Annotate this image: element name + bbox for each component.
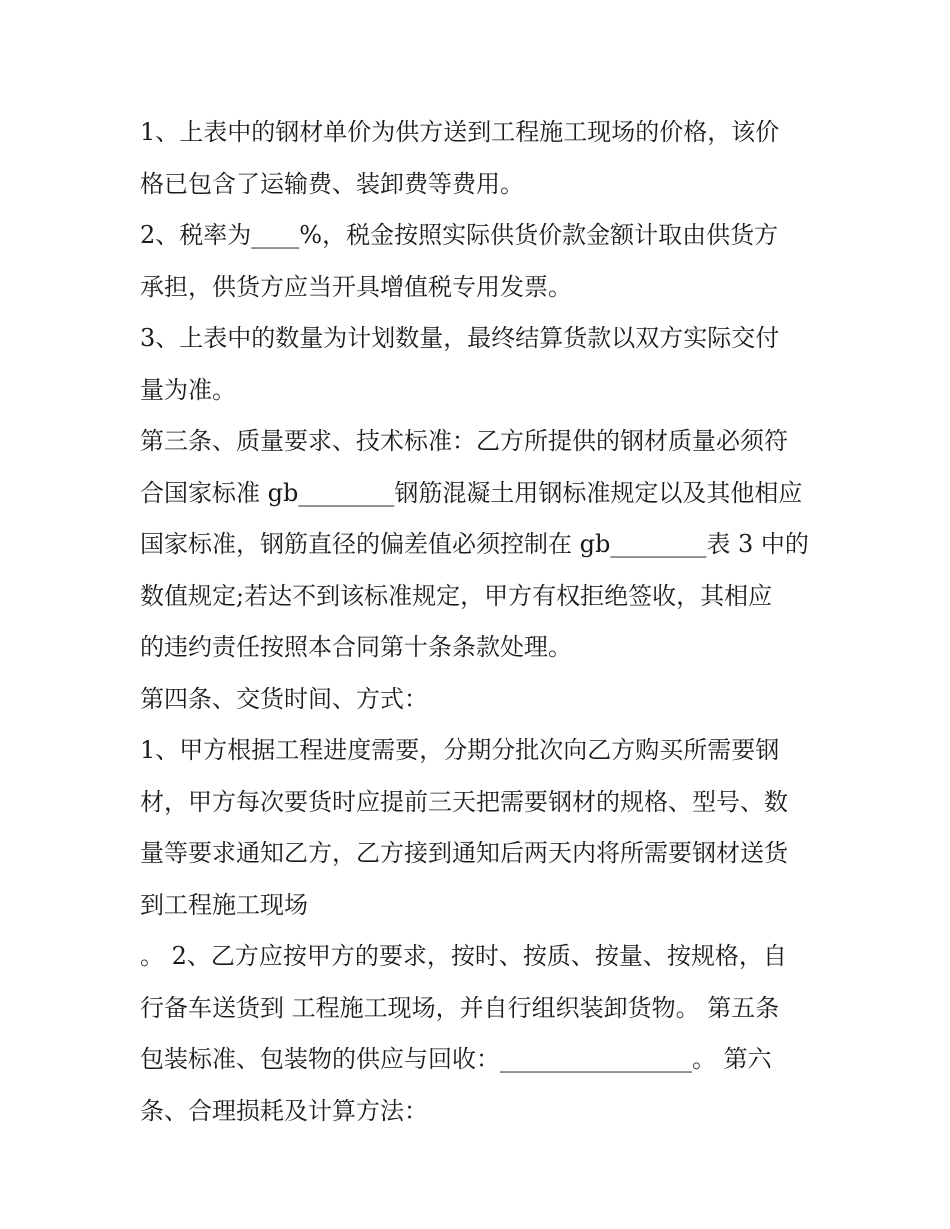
text-line: 的违约责任按照本合同第十条条款处理。	[140, 633, 572, 661]
text-line: 行备车送货到 工程施工现场，并自行组织装卸货物。 第五条	[140, 993, 780, 1022]
text-line: 国家标准，钢筋直径的偏差值必须控制在 gb________表 3 中的	[140, 530, 809, 558]
text-line: 3、上表中的数量为计划数量，最终结算货款以双方实际交付	[140, 324, 780, 352]
text-line: 格已包含了运输费、装卸费等费用。	[140, 169, 524, 198]
text-line: 到工程施工现场	[140, 890, 308, 919]
text-line: 第四条、交货时间、方式：	[140, 684, 428, 713]
text-line: 1、甲方根据工程进度需要，分期分批次向乙方购买所需要钢	[140, 736, 780, 764]
text-line: 量等要求通知乙方，乙方接到通知后两天内将所需要钢材送货	[140, 839, 788, 867]
text-line: 1、上表中的钢材单价为供方送到工程施工现场的价格，该价	[140, 118, 780, 146]
text-line: 。 2、乙方应按甲方的要求，按时、按质、按量、按规格，自	[140, 942, 787, 970]
text-line: 包装标准、包装物的供应与回收：________________。 第六	[140, 1045, 772, 1073]
text-line: 第三条、质量要求、技术标准：乙方所提供的钢材质量必须符	[140, 427, 788, 455]
text-line: 材，甲方每次要货时应提前三天把需要钢材的规格、型号、数	[140, 787, 788, 816]
text-line: 量为准。	[140, 375, 236, 404]
text-line: 数值规定;若达不到该标准规定，甲方有权拒绝签收，其相应	[140, 581, 773, 610]
text-line: 2、税率为____%，税金按照实际供货价款金额计取由供货方	[140, 221, 779, 249]
text-line: 合国家标准 gb________钢筋混凝土用钢标准规定以及其他相应	[140, 478, 803, 507]
contract-text-body	[140, 107, 820, 1137]
text-line: 承担，供货方应当开具增值税专用发票。	[140, 272, 572, 301]
text-line: 条、合理损耗及计算方法：	[140, 1096, 428, 1125]
